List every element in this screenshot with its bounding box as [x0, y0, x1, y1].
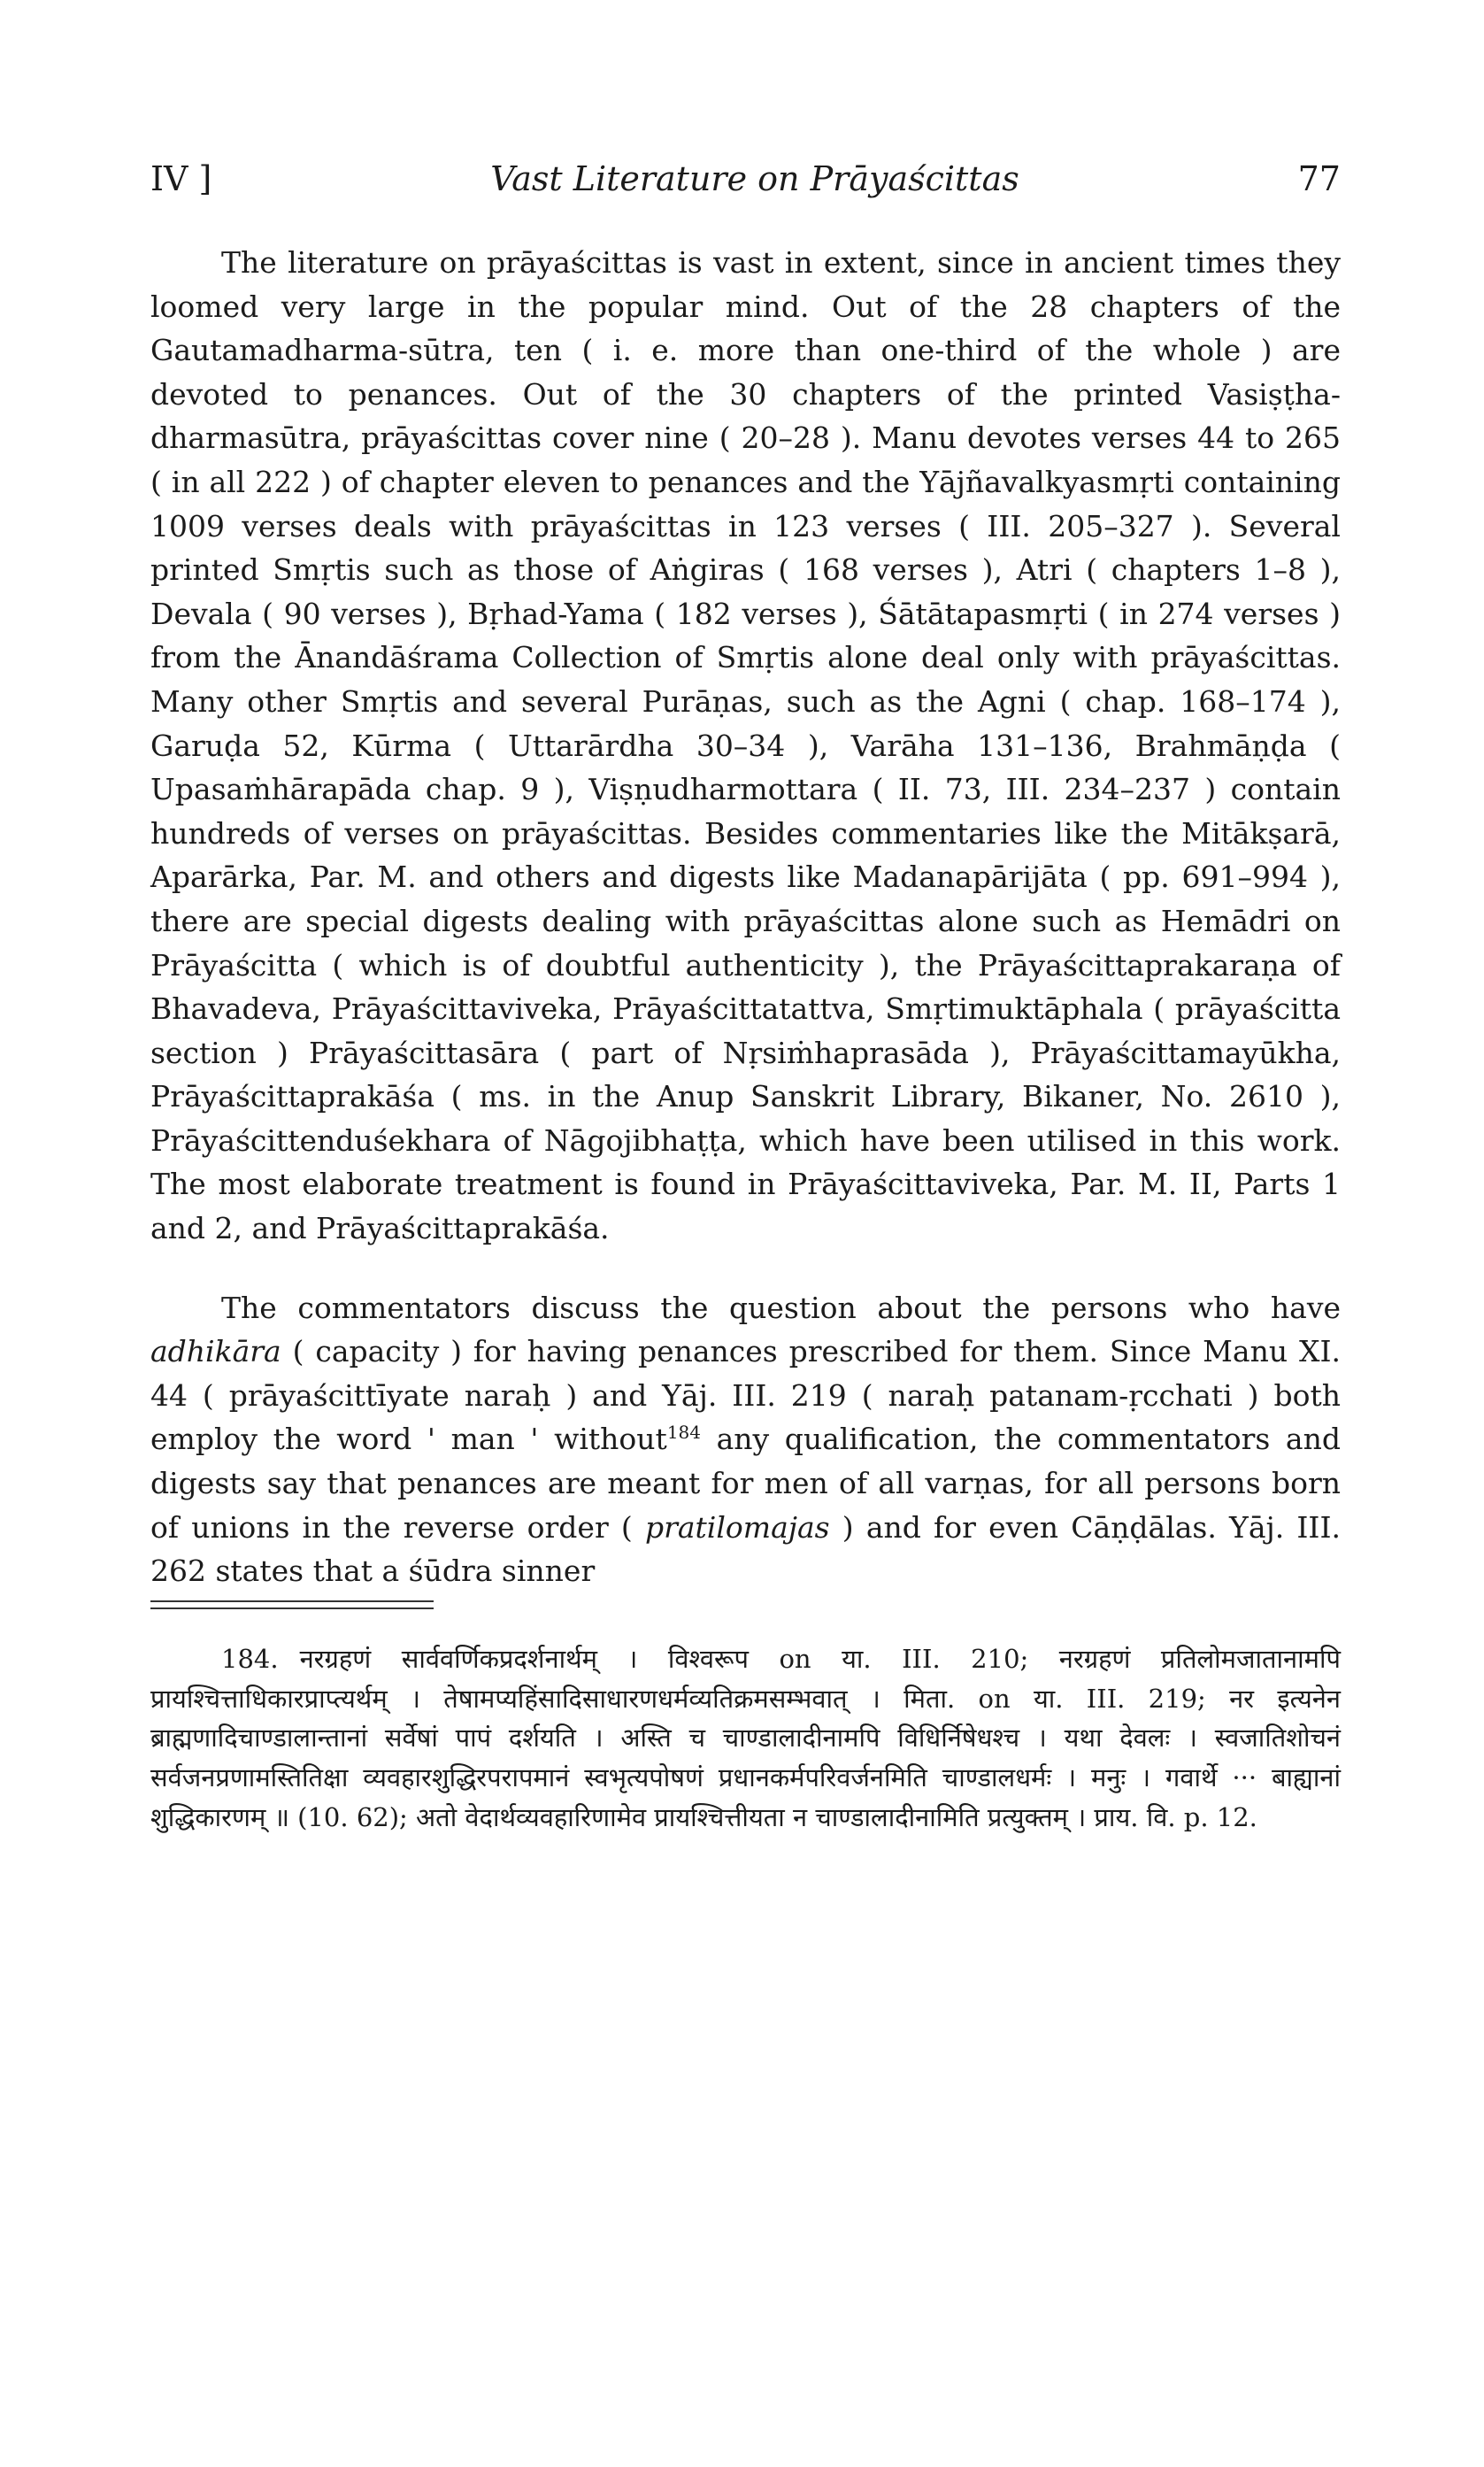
paragraph-2-text-d: ) and for even Cāṇḍālas. Yāj. III. 262 states that a śūdra sinner	[150, 1509, 1341, 1589]
paragraph-1: The literature on prāyaścittas is vast in extent, since in ancient times they loomed very large in the popular mind. Out of the 28 chapters of the Gautamadharma-sūtra, ten ( i. e. more than one-third of the whole ) are devoted to penances. Out of the 30 chapters of the printed Vasiṣṭha-dharmasūtra, prāyaścittas cover nine ( 20–28 ). Manu devotes verses 44 to 265 ( in all 222 ) of chapter eleven to penances and the Yājñavalkyasmṛti containing 1009 verses deals with prāyaścittas in 123 verses ( III. 205–327 ). Several printed Smṛtis such as those of Aṅgiras ( 168 verses ), Atri ( chapters 1–8 ), Devala ( 90 verses ), Bṛhad-Yama ( 182 verses ), Śātātapasmṛti ( in 274 verses ) from the Ānandāśrama Collection of Smṛtis alone deal only with prāyaścittas. Many other Smṛtis and several Purāṇas, such as the Agni ( chap. 168–174 ), Garuḍa 52, Kūrma ( Uttarārdha 30–34 ), Varāha 131–136, Brahmāṇḍa ( Upasaṁhārapāda chap. 9 ), Viṣṇudharmottara ( II. 73, III. 234–237 ) contain hundreds of verses on prāyaścittas. Besides commentaries like the Mitākṣarā, Aparārka, Par. M. and others and digests like Madanapārijāta ( pp. 691–994 ), there are special digests dealing with prāyaścittas alone such as Hemādri on Prāyaścitta ( which is of doubtful authenticity ), the Prāyaścittaprakaraṇa of Bhavadeva, Prāyaścittaviveka, Prāyaścittatattva, Smṛtimuktāphala ( prāyaścitta section ) Prāyaścittasāra ( part of Nṛsiṁhaprasāda ), Prāyaścittamayūkha, Prāyaścittaprakāśa ( ms. in the Anup Sanskrit Library, Bikaner, No. 2610 ), Prāyaścittenduśekhara of Nāgojibhaṭṭa, which have been utilised in this work. The most elaborate treatment is found in Prāyaścittaviveka, Par. M. II, Parts 1 and 2, and Prāyaścittaprakāśa.	[150, 245, 1341, 1246]
emphasis-adhikara: adhikāra	[150, 1334, 281, 1369]
paragraph-2-text-b: ( capacity ) for having penances prescribed for them. Since Manu XI. 44 ( prāyaścittīyate naraḥ ) and Yāj. III. 219 ( naraḥ patanam-ṛcchati ) both employ the word ' man ' without	[150, 1334, 1341, 1457]
paragraph-2-text-c: any qualification, the commentators and digests say that penances are meant for men of all varṇas, for all persons born of unions in the reverse order (	[150, 1422, 1341, 1545]
paragraph-2-text-a: The commentators discuss the question about the persons who have	[221, 1290, 1341, 1325]
footnote-184	[150, 1639, 1341, 1838]
emphasis-pratilomajas: pratilomajas	[644, 1509, 830, 1545]
page-number: 77	[1297, 159, 1341, 198]
footnote-reference: 184	[666, 1422, 701, 1444]
running-head	[150, 159, 1341, 198]
footnote-divider	[150, 1600, 434, 1609]
running-title: Vast Literature on Prāyaścittas	[490, 159, 1019, 198]
chapter-marker: IV ]	[150, 159, 212, 198]
paragraph-2	[150, 1286, 1341, 1593]
footnote-number: 184.	[221, 1643, 279, 1674]
footnote-text: नरग्रहणं सार्ववर्णिकप्रदर्शनार्थम् । विश्वरूप on या. III. 210; नरग्रहणं प्रतिलोमजातानामपि प्रायश्चित्ताधिकारप्राप्त्यर्थम् । तेषामप्यहिंसादिसाधारणधर्मव्यतिक्रमसम्भवात् । मिता. on या. III. 219; नर इत्यनेन ब्राह्मणादिचाण्डालान्तानां सर्वेषां पापं दर्शयति । अस्ति च चाण्डालादीनामपि विधिर्निषेधश्च । यथा देवलः । स्वजातिशोचनं सर्वजनप्रणामस्तितिक्षा व्यवहारशुद्धिरपरापमानं स्वभृत्यपोषणं प्रधानकर्मपरिवर्जनमिति चाण्डालधर्मः । मनुः । गवार्थे ··· बाह्यानां शुद्धिकारणम् ॥ (10. 62); अतो वेदार्थव्यवहारिणामेव प्रायश्चित्तीयता न चाण्डालादीनामिति प्रत्युक्तम् । प्राय. वि. p. 12.	[150, 1643, 1341, 1832]
book-page	[150, 159, 1341, 1838]
